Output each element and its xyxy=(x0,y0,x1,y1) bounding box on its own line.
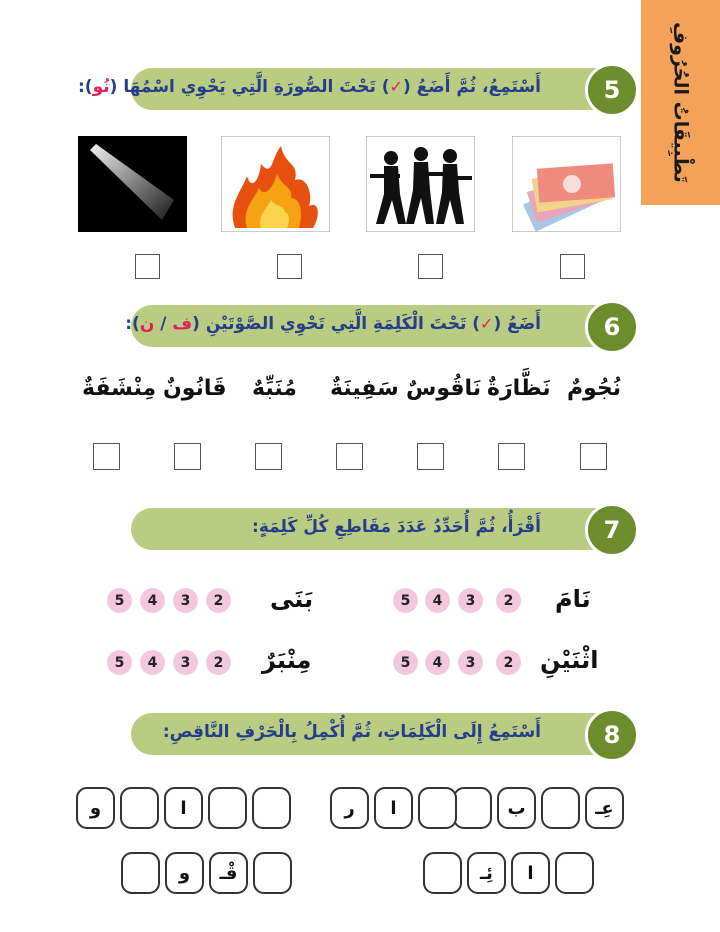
q6-number: 6 xyxy=(585,300,639,354)
letter-tile[interactable]: ئِـ xyxy=(467,852,506,894)
q6-checkbox-5[interactable] xyxy=(255,443,282,470)
syllable-option[interactable]: 3 xyxy=(173,588,198,613)
letter-tile[interactable] xyxy=(555,852,594,894)
syllable-option[interactable]: 5 xyxy=(393,588,418,613)
q6-word: نَاقُوسٌ xyxy=(406,376,482,401)
q7-word: نَامَ xyxy=(555,585,591,613)
q5-instruction: أَسْتَمِعُ، ثُمَّ أَضَعُ (✓) تَحْتَ الصُّورَةِ الَّتِي يَحْوِي اسْمُهَا (نُو): xyxy=(78,77,541,97)
q6-checkbox-1[interactable] xyxy=(580,443,607,470)
letter-tile[interactable] xyxy=(120,787,159,829)
letter-tile[interactable] xyxy=(252,787,291,829)
q6-checkbox-2[interactable] xyxy=(498,443,525,470)
q7-word: بَنَى xyxy=(270,585,314,613)
syllable-option[interactable]: 5 xyxy=(107,650,132,675)
syllable-option[interactable]: 2 xyxy=(496,650,521,675)
letter-tile[interactable]: ا xyxy=(511,852,550,894)
q6-checkbox-7[interactable] xyxy=(93,443,120,470)
q6-instruction: أَضَعُ (✓) تَحْتَ الْكَلِمَةِ الَّتِي تَحْوِي الصَّوْتَيْنِ (ف / ن): xyxy=(125,314,541,334)
letter-tile[interactable]: ر xyxy=(330,787,369,829)
fire-image xyxy=(221,136,330,232)
syllable-option[interactable]: 2 xyxy=(206,650,231,675)
syllable-option[interactable]: 4 xyxy=(140,650,165,675)
letter-tile[interactable] xyxy=(121,852,160,894)
q5-checkbox-3[interactable] xyxy=(277,254,302,279)
light-beam-image xyxy=(78,136,187,232)
q6-word: قَانُونٌ xyxy=(163,376,227,401)
syllable-option[interactable]: 3 xyxy=(458,650,483,675)
letter-tile[interactable]: ا xyxy=(164,787,203,829)
letter-tile[interactable]: ا xyxy=(374,787,413,829)
q7-number: 7 xyxy=(585,503,639,557)
letter-tile[interactable] xyxy=(423,852,462,894)
q6-checkbox-4[interactable] xyxy=(336,443,363,470)
letter-tile[interactable]: و xyxy=(76,787,115,829)
check-mark-icon: ✓ xyxy=(480,314,494,333)
letter-tile[interactable] xyxy=(453,787,492,829)
letter-tile[interactable]: قْـ xyxy=(209,852,248,894)
unit-title: تَطْبِيقَاتُ الحُرُوفِ xyxy=(669,22,692,183)
q7-word: مِنْبَرٌ xyxy=(262,646,312,674)
syllable-option[interactable]: 4 xyxy=(425,588,450,613)
letter-tile[interactable]: ب xyxy=(497,787,536,829)
q6-checkbox-6[interactable] xyxy=(174,443,201,470)
letter-tile[interactable] xyxy=(208,787,247,829)
syllable-option[interactable]: 3 xyxy=(173,650,198,675)
q7-header xyxy=(131,508,616,550)
syllable-option[interactable]: 3 xyxy=(458,588,483,613)
letter-tile[interactable] xyxy=(418,787,457,829)
syllable-option[interactable]: 2 xyxy=(496,588,521,613)
q5-header xyxy=(78,68,616,110)
money-image xyxy=(512,136,621,232)
q5-checkbox-4[interactable] xyxy=(135,254,160,279)
q5-checkbox-1[interactable] xyxy=(560,254,585,279)
q5-checkbox-2[interactable] xyxy=(418,254,443,279)
syllable-option[interactable]: 4 xyxy=(425,650,450,675)
letter-tile[interactable]: و xyxy=(165,852,204,894)
q6-header xyxy=(125,305,616,347)
letter-tile[interactable] xyxy=(541,787,580,829)
check-mark-icon: ✓ xyxy=(389,77,403,96)
q8-header xyxy=(131,713,616,755)
syllable-option[interactable]: 2 xyxy=(206,588,231,613)
q6-word: نَظَّارَةٌ xyxy=(487,376,551,401)
q7-word: اثْنَيْنِ xyxy=(540,646,599,674)
q6-word: نُجُومٌ xyxy=(567,376,622,401)
letter-tile[interactable]: عِـ xyxy=(585,787,624,829)
q6-word: مُنَبِّهٌ xyxy=(252,376,297,401)
syllable-option[interactable]: 4 xyxy=(140,588,165,613)
q6-checkbox-3[interactable] xyxy=(417,443,444,470)
unit-tab xyxy=(641,0,720,205)
syllable-option[interactable]: 5 xyxy=(393,650,418,675)
letter-tile[interactable] xyxy=(253,852,292,894)
q8-instruction: أَسْتَمِعُ إِلَى الْكَلِمَاتِ، ثُمَّ أُكْمِلُ بِالْحَرْفِ النَّاقِصِ: xyxy=(162,722,541,742)
syllable-option[interactable]: 5 xyxy=(107,588,132,613)
q6-word: مِنْشَفَةٌ xyxy=(82,376,157,401)
q8-number: 8 xyxy=(585,708,639,762)
q7-instruction: أَقْرَأُ، ثُمَّ أُحَدِّدُ عَدَدَ مَقَاطِعِ كُلِّ كَلِمَةٍ: xyxy=(252,517,541,537)
q5-number: 5 xyxy=(585,63,639,117)
q6-word: سَفِينَةٌ xyxy=(330,376,399,401)
soldiers-image xyxy=(366,136,475,232)
